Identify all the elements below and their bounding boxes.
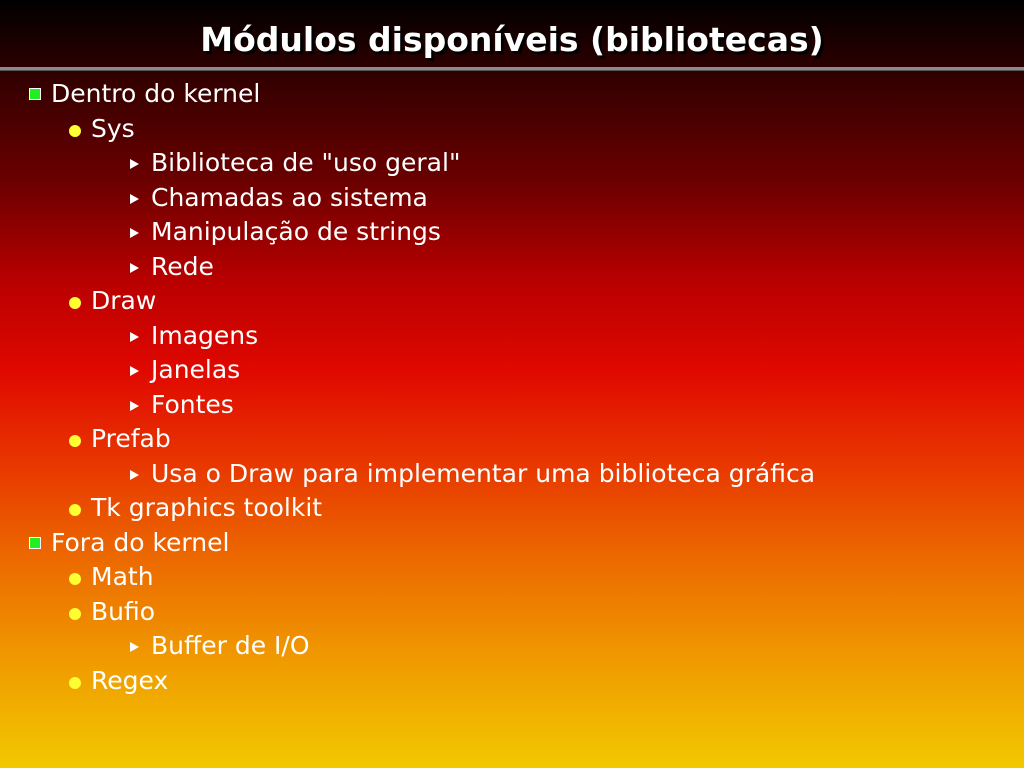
outline-item-text: Tk graphics toolkit — [91, 493, 323, 522]
outline-item-text: Draw — [91, 286, 157, 315]
white-arrow-bullet-icon — [130, 228, 139, 238]
white-arrow-bullet-icon — [130, 470, 139, 480]
outline-item-level-3 — [0, 388, 1024, 423]
yellow-dot-bullet-icon — [69, 608, 81, 620]
outline-item-text: Fontes — [151, 389, 234, 419]
outline-item-level-3 — [0, 319, 1024, 354]
outline-item-text: Chamadas ao sistema — [151, 182, 428, 212]
white-arrow-bullet-icon — [130, 642, 139, 652]
outline-item-text: Buffer de I/O — [151, 631, 310, 660]
white-arrow-bullet-icon — [130, 159, 139, 169]
outline-item-level-2 — [0, 112, 1024, 147]
outline-item-level-2 — [0, 560, 1024, 595]
outline-item-text: Biblioteca de "uso geral" — [151, 148, 461, 177]
outline-item-text: Regex — [91, 665, 169, 695]
white-arrow-bullet-icon — [130, 332, 139, 342]
outline-item-text: Sys — [91, 113, 135, 143]
slide-title: Módulos disponíveis (bibliotecas) — [200, 20, 824, 59]
outline-item-text: Dentro do kernel — [51, 79, 261, 108]
yellow-dot-bullet-icon — [69, 125, 81, 137]
outline-item-level-2 — [0, 664, 1024, 699]
outline-item-text: Usa o Draw para implementar uma biblioteca gráfica — [151, 458, 816, 488]
white-arrow-bullet-icon — [130, 194, 139, 204]
outline-item-level-3 — [0, 629, 1024, 664]
outline-item-level-3 — [0, 250, 1024, 285]
outline-item-text: Manipulação de strings — [151, 217, 441, 246]
outline-item-level-3 — [0, 181, 1024, 216]
outline-item-level-2 — [0, 284, 1024, 319]
outline-item-text: Fora do kernel — [51, 527, 230, 557]
yellow-dot-bullet-icon — [69, 573, 81, 585]
yellow-dot-bullet-icon — [69, 435, 81, 447]
outline-item-level-3 — [0, 215, 1024, 250]
outline-item-text: Prefab — [91, 424, 171, 453]
outline-item-level-3 — [0, 353, 1024, 388]
white-arrow-bullet-icon — [130, 366, 139, 376]
yellow-dot-bullet-icon — [69, 677, 81, 689]
white-arrow-bullet-icon — [130, 401, 139, 411]
outline-item-level-1 — [0, 526, 1024, 561]
green-square-bullet-icon — [29, 537, 41, 549]
outline-item-level-3 — [0, 457, 1024, 492]
outline-item-text: Janelas — [151, 355, 241, 384]
yellow-dot-bullet-icon — [69, 504, 81, 516]
outline-item-level-2 — [0, 491, 1024, 526]
outline-item-text: Imagens — [151, 320, 259, 350]
outline-item-level-2 — [0, 422, 1024, 457]
outline-item-text: Rede — [151, 251, 214, 281]
outline-item-level-3 — [0, 146, 1024, 181]
white-arrow-bullet-icon — [130, 263, 139, 273]
outline-item-text: Math — [91, 562, 154, 591]
yellow-dot-bullet-icon — [69, 297, 81, 309]
green-square-bullet-icon — [29, 88, 41, 100]
title-divider — [0, 67, 1024, 71]
outline-item-level-2 — [0, 595, 1024, 630]
outline-item-level-1 — [0, 77, 1024, 112]
bullet-outline — [0, 77, 1024, 698]
outline-item-text: Bufio — [91, 596, 156, 626]
